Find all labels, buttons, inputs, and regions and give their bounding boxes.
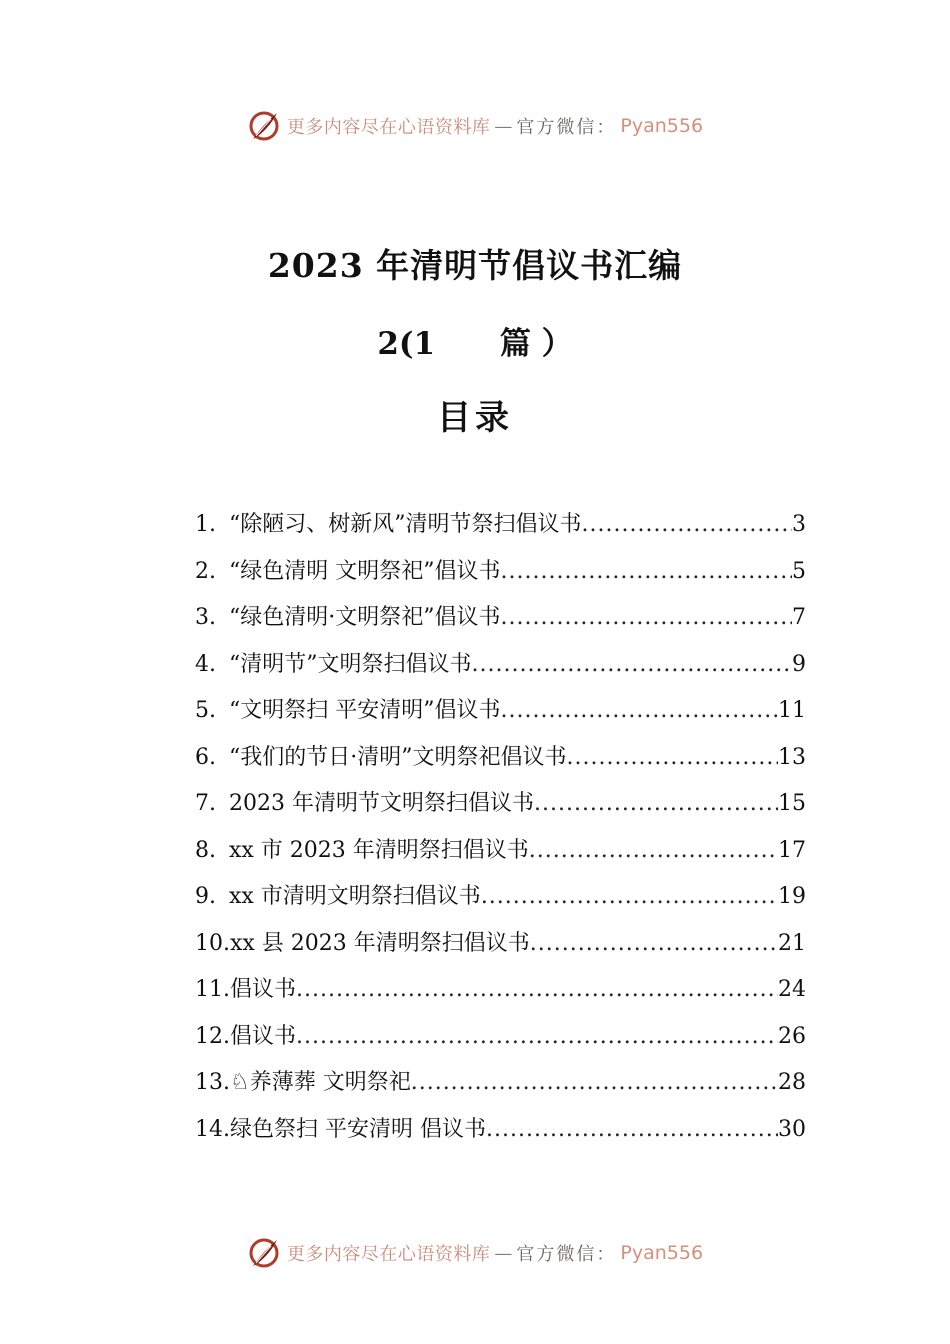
toc-entry-number: 4. xyxy=(195,651,216,677)
toc-entry[interactable] xyxy=(195,595,806,642)
toc-entry-page: 24 xyxy=(778,977,806,1003)
toc-entry-page: 13 xyxy=(778,744,806,770)
toc-entry-number: 7. xyxy=(195,791,216,817)
toc-entry-title: xx 市 2023 年清明祭扫倡议书 xyxy=(229,837,529,863)
toc-entry-title: “我们的节日·清明”文明祭祀倡议书 xyxy=(229,744,567,770)
toc-entry-title: xx 县 2023 年清明祭扫倡议书 xyxy=(230,930,530,956)
watermark-text: 更多内容尽在心语资料库 xyxy=(286,1244,491,1265)
toc-dot-leader xyxy=(529,840,778,862)
watermark-wechat-id: Pyan556 xyxy=(620,1242,704,1264)
toc-entry-page: 19 xyxy=(778,884,806,910)
watermark-text: 更多内容尽在心语资料库 xyxy=(286,117,491,138)
toc-dot-leader xyxy=(501,700,779,722)
watermark-separator: — xyxy=(494,115,513,137)
toc-entry-number: 2. xyxy=(195,558,216,584)
toc-entry-title: “绿色清明 文明祭祀”倡议书 xyxy=(229,558,501,584)
toc-entry-number: 3. xyxy=(195,605,216,631)
toc-entry-page: 7 xyxy=(792,605,806,631)
toc-entry[interactable] xyxy=(195,921,806,968)
table-of-contents xyxy=(195,502,806,1153)
toc-entry-title: “绿色清明·文明祭祀”倡议书 xyxy=(229,605,501,631)
toc-dot-leader xyxy=(486,1119,778,1141)
toc-entry-title: 倡议书 xyxy=(230,977,297,1003)
toc-heading: 目录 xyxy=(437,398,513,438)
toc-entry-number: 13. xyxy=(195,1070,230,1096)
toc-entry-page: 3 xyxy=(792,512,806,538)
toc-entry-page: 15 xyxy=(778,791,806,817)
toc-entry[interactable] xyxy=(195,828,806,875)
toc-entry-title: 2023 年清明节文明祭扫倡议书 xyxy=(229,791,534,817)
watermark-wechat-label: 官方微信： xyxy=(516,1244,617,1265)
toc-entry-title: xx 市清明文明祭扫倡议书 xyxy=(229,884,481,910)
toc-entry-page: 11 xyxy=(778,698,806,724)
toc-entry-page: 21 xyxy=(778,930,806,956)
toc-entry[interactable] xyxy=(195,1060,806,1107)
toc-entry-page: 9 xyxy=(792,651,806,677)
toc-entry[interactable] xyxy=(195,1014,806,1061)
toc-entry-title: “文明祭扫 平安清明”倡议书 xyxy=(229,698,501,724)
watermark-wechat-label: 官方微信： xyxy=(516,117,617,138)
toc-entry-page: 28 xyxy=(778,1070,806,1096)
toc-entry-number: 1. xyxy=(195,512,216,538)
toc-entry-number: 12. xyxy=(195,1023,230,1049)
toc-entry-number: 5. xyxy=(195,698,216,724)
toc-dot-leader xyxy=(530,933,778,955)
document-subtitle: 2(1 篇 ） xyxy=(377,326,573,362)
watermark-separator: — xyxy=(494,1242,513,1264)
quill-pen-logo-icon xyxy=(247,1236,281,1270)
toc-dot-leader xyxy=(534,793,778,815)
toc-entry[interactable] xyxy=(195,642,806,689)
toc-entry-number: 11. xyxy=(195,977,230,1003)
document-title: 2023 年清明节倡议书汇编 xyxy=(267,246,683,285)
toc-entry-number: 14. xyxy=(195,1116,230,1142)
toc-dot-leader xyxy=(296,1026,778,1048)
toc-dot-leader xyxy=(501,607,793,629)
toc-entry[interactable] xyxy=(195,1107,806,1154)
toc-entry[interactable] xyxy=(195,549,806,596)
toc-dot-leader xyxy=(411,1072,778,1094)
toc-entry-number: 6. xyxy=(195,744,216,770)
toc-entry[interactable] xyxy=(195,967,806,1014)
watermark-wechat-id: Pyan556 xyxy=(620,115,704,137)
toc-entry[interactable] xyxy=(195,735,806,782)
toc-entry[interactable] xyxy=(195,781,806,828)
toc-dot-leader xyxy=(481,886,778,908)
toc-entry-page: 5 xyxy=(792,558,806,584)
toc-dot-leader xyxy=(501,561,793,583)
toc-entry-title: 倡议书 xyxy=(230,1023,297,1049)
toc-dot-leader xyxy=(582,514,793,536)
toc-entry-number: 9. xyxy=(195,884,216,910)
quill-pen-logo-icon xyxy=(247,109,281,143)
toc-entry[interactable] xyxy=(195,502,806,549)
toc-entry[interactable] xyxy=(195,688,806,735)
header-watermark xyxy=(0,106,950,146)
toc-dot-leader xyxy=(472,654,793,676)
toc-entry-page: 30 xyxy=(778,1116,806,1142)
footer-watermark xyxy=(0,1233,950,1273)
toc-entry-number: 8. xyxy=(195,837,216,863)
toc-entry-number: 10. xyxy=(195,930,230,956)
toc-entry-title: 绿色祭扫 平安清明 倡议书 xyxy=(230,1116,486,1142)
toc-entry-title: “清明节”文明祭扫倡议书 xyxy=(229,651,472,677)
toc-entry-page: 17 xyxy=(778,837,806,863)
toc-dot-leader xyxy=(567,747,779,769)
toc-entry[interactable] xyxy=(195,874,806,921)
toc-entry-title: ♘养薄葬 文明祭祀 xyxy=(230,1070,411,1096)
toc-dot-leader xyxy=(296,979,778,1001)
toc-entry-title: “除陋习、树新风”清明节祭扫倡议书 xyxy=(229,512,582,538)
toc-entry-page: 26 xyxy=(778,1023,806,1049)
